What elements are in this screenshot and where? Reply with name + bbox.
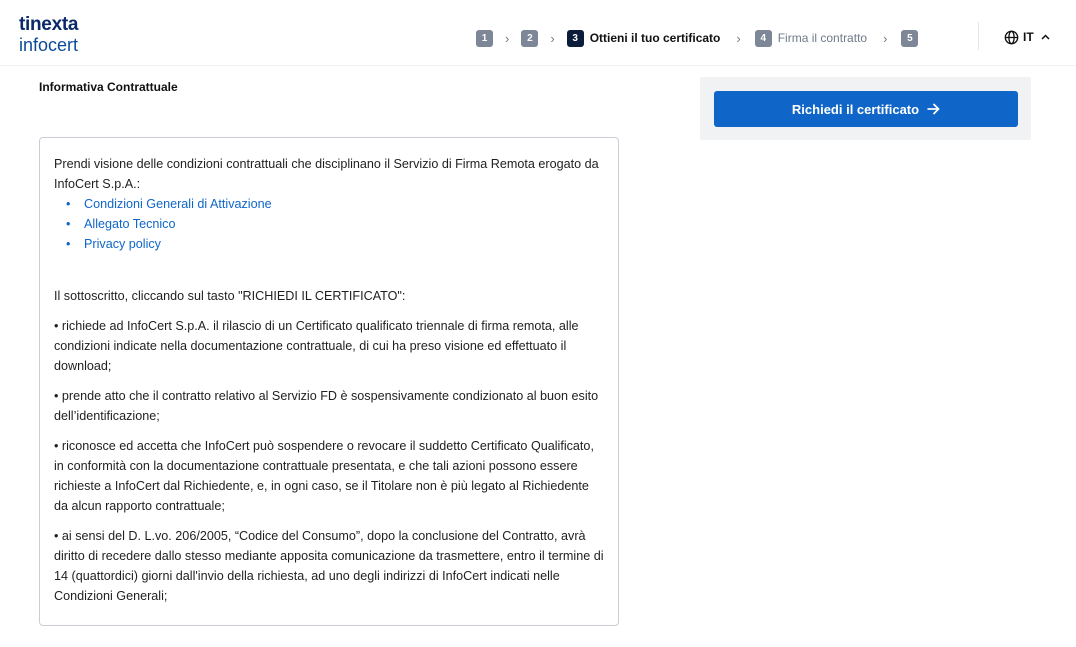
step-1 <box>476 30 493 47</box>
link-condizioni-generali[interactable] <box>66 194 604 214</box>
terms-clause: • prende atto che il contratto relativo al Servizio FD è sospensivamente condizionato al buon esito dell’identificazione; <box>54 389 599 423</box>
arrow-right-icon <box>927 103 940 115</box>
step-2-number: 2 <box>521 30 538 47</box>
infocert-logo[interactable] <box>19 15 99 57</box>
header-divider <box>978 22 979 50</box>
step-separator: › <box>550 30 555 46</box>
language-selector[interactable] <box>1004 28 1050 46</box>
chevron-up-icon <box>1041 34 1050 40</box>
terms-clause: • riconosce ed accetta che InfoCert può sospendere o revocare il suddetto Certificato Qualificato, in conformità con la documentazione contrattuale presentata, e che tali azioni possono essere richieste a InfoCert dal Richiedente, e, in ogni caso, se il Titolare non è più legato al Richiedente da alcun rapporto contrattuale; <box>54 439 594 513</box>
step-4-number: 4 <box>755 30 772 47</box>
page-title: Informativa Contrattuale <box>39 80 178 94</box>
step-2 <box>521 30 538 47</box>
step-4-label: Firma il contratto <box>777 31 868 45</box>
step-separator: › <box>736 30 741 46</box>
progress-stepper <box>476 29 918 47</box>
step-3-number: 3 <box>567 30 584 47</box>
step-1-number: 1 <box>476 30 493 47</box>
terms-clause: • ai sensi del D. L.vo. 206/2005, “Codice del Consumo”, dopo la conclusione del Contratto, avrà diritto di recedere dallo stesso mediante apposita comunicazione da trasmettere, entro il termine di 14 (quattordici) giorni dall'invio della richiesta, ad uno degli indirizzi di InfoCert indicati nelle Condizioni Generali; <box>54 529 604 603</box>
terms-intro: Prendi visione delle condizioni contrattuali che disciplinano il Servizio di Firma Remota erogato da InfoCert S.p.A.: <box>54 157 599 191</box>
link-privacy-policy-text[interactable]: Privacy policy <box>84 237 161 251</box>
action-panel <box>700 77 1031 140</box>
top-header <box>0 0 1076 66</box>
step-separator: › <box>505 30 510 46</box>
step-3-label: Ottieni il tuo certificato <box>589 31 721 45</box>
link-privacy-policy[interactable] <box>66 234 604 254</box>
globe-icon <box>1004 30 1019 45</box>
link-condizioni-generali-text[interactable]: Condizioni Generali di Attivazione <box>84 197 272 211</box>
step-5 <box>901 30 918 47</box>
document-links-list <box>66 194 604 254</box>
terms-clause: • richiede ad InfoCert S.p.A. il rilascio di un Certificato qualificato triennale di firma remota, alle condizioni indicate nella documentazione contrattuale, di cui ha preso visione ed effettuato il download; <box>54 319 579 373</box>
step-5-number: 5 <box>901 30 918 47</box>
language-code: IT <box>1023 30 1034 44</box>
link-allegato-tecnico[interactable] <box>66 214 604 234</box>
contract-terms-box[interactable] <box>39 137 619 626</box>
step-4 <box>755 30 867 47</box>
request-certificate-label: Richiedi il certificato <box>791 101 920 117</box>
request-certificate-button[interactable] <box>714 91 1018 127</box>
terms-preamble: Il sottoscritto, cliccando sul tasto "RICHIEDI IL CERTIFICATO": <box>54 289 406 303</box>
logo-infocert-text: infocert <box>19 35 79 55</box>
logo-tinexta-text: tinexta <box>19 14 79 35</box>
link-allegato-tecnico-text[interactable]: Allegato Tecnico <box>84 217 176 231</box>
step-separator: › <box>883 30 888 46</box>
step-3-current <box>567 30 721 47</box>
